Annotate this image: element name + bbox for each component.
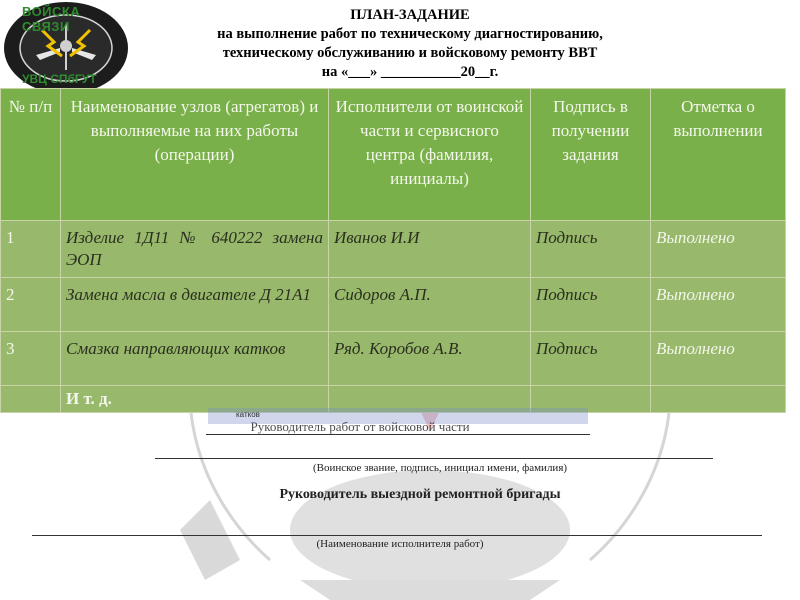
header-title: ПЛАН-ЗАДАНИЕ (350, 7, 470, 23)
etc-label: И т. д. (61, 386, 329, 413)
table-row (1, 221, 786, 278)
logo-top-text: ВОЙСКА СВЯЗИ (22, 4, 81, 34)
logo (2, 0, 130, 96)
brigade-head-label: Руководитель выездной ремонтной бригады (279, 487, 561, 502)
row-executor: Сидоров А.П. (329, 278, 531, 332)
logo-bottom-text: УВЦ СПбГУТ (22, 72, 97, 86)
military-caption: (Воинское звание, подпись, инициал имени, фамилия) (312, 462, 568, 474)
row-work: Замена масла в двигателе Д 21А1 (61, 278, 329, 332)
header-line-2: на выполнение работ по техническому диагностированию, (217, 26, 603, 42)
signature-line-officer (155, 458, 713, 459)
header-cell-signature: Подпись в получении задания (531, 89, 651, 221)
military-head-label: Руководитель работ от войсковой части (250, 419, 470, 434)
header-date-line: на «___» ___________20__г. (321, 64, 499, 80)
brigade-caption: (Наименование исполнителя работ) (316, 538, 484, 550)
header-cell-work: Наименование узлов (агрегатов) и выполняемые на них работы (операции) (61, 89, 329, 221)
row-status: Выполнено (651, 278, 786, 332)
fragment-text: катков (236, 410, 260, 419)
row-executor: Иванов И.И (329, 221, 531, 278)
row-signature: Подпись (531, 332, 651, 386)
document-header (120, 6, 700, 82)
row-signature: Подпись (531, 221, 651, 278)
row-work: Смазка направляющих катков (61, 332, 329, 386)
row-status: Выполнено (651, 332, 786, 386)
row-number: 2 (1, 278, 61, 332)
row-number: 3 (1, 332, 61, 386)
row-status: Выполнено (651, 221, 786, 278)
header-cell-status: Отметка о выполнении (651, 89, 786, 221)
signature-line-brigade (32, 535, 762, 536)
plan-task-table (0, 88, 786, 413)
header-cell-executor: Исполнители от воинской части и сервисного центра (фамилия, инициалы) (329, 89, 531, 221)
row-signature: Подпись (531, 278, 651, 332)
table-row (1, 278, 786, 332)
header-cell-number: № п/п (1, 89, 61, 221)
signature-line-military (206, 434, 590, 435)
row-number: 1 (1, 221, 61, 278)
row-executor: Ряд. Коробов А.В. (329, 332, 531, 386)
table-row (1, 332, 786, 386)
row-work: Изделие 1Д11 № 640222 замена ЭОП (61, 221, 329, 278)
table-header-row (1, 89, 786, 221)
header-line-3: техническому обслуживанию и войсковому ремонту ВВТ (222, 45, 598, 61)
